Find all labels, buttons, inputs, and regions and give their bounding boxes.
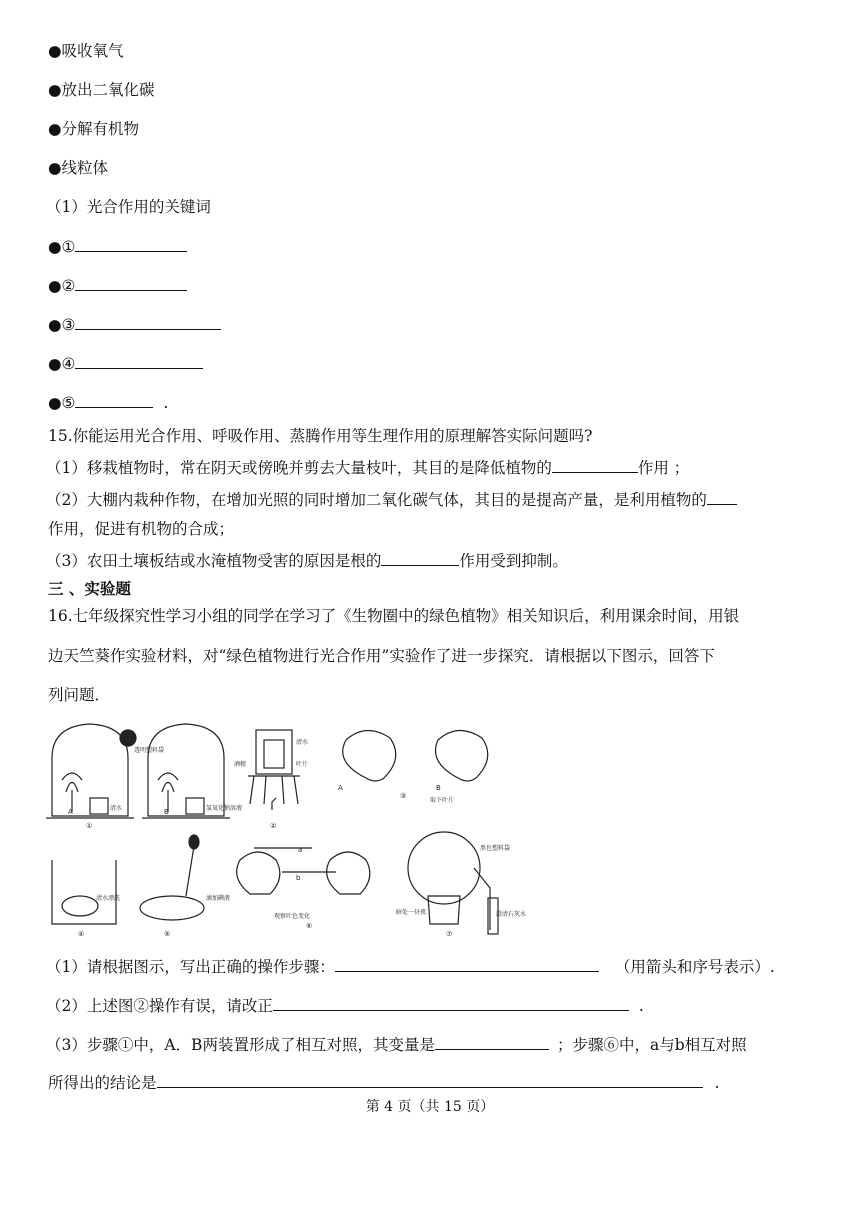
svg-text:A: A <box>68 808 73 816</box>
svg-text:A: A <box>338 784 343 792</box>
svg-text:⑥: ⑥ <box>306 922 313 930</box>
svg-text:⑦: ⑦ <box>446 930 453 938</box>
q14-part1-title: （1）光合作用的关键词 <box>46 198 211 216</box>
keyword-3: ●③ <box>48 313 221 336</box>
svg-text:清水漂洗: 清水漂洗 <box>96 895 121 902</box>
answer-blank[interactable] <box>335 955 599 972</box>
q16-part3-line1: （3）步骤①中，A．B两装置形成了相互对照，其变量是 ；步骤⑥中，a与b相互对照 <box>46 1033 747 1056</box>
svg-text:⑤: ⑤ <box>164 930 171 938</box>
leaf-b <box>436 730 488 781</box>
keyword-5: ●⑤ . <box>48 391 168 414</box>
svg-text:③: ③ <box>400 792 407 800</box>
svg-text:b: b <box>296 874 301 882</box>
answer-blank[interactable] <box>75 274 187 291</box>
answer-blank[interactable] <box>273 994 629 1011</box>
svg-text:观察叶色变化: 观察叶色变化 <box>274 913 311 920</box>
q15-part2-line2: 作用，促进有机物的合成； <box>48 520 235 538</box>
answer-blank[interactable] <box>75 235 187 252</box>
answer-blank[interactable] <box>552 456 638 473</box>
svg-text:澄清石灰水: 澄清石灰水 <box>496 911 527 918</box>
answer-blank[interactable] <box>435 1033 549 1050</box>
leaf-a <box>343 730 396 781</box>
q15-part2-line1: （2）大棚内栽种作物，在增加光照的同时增加二氧化碳气体，其目的是提高产量，是利用植物的 <box>46 488 737 511</box>
svg-text:①: ① <box>86 822 93 830</box>
svg-text:暗处一昼夜: 暗处一昼夜 <box>396 909 427 916</box>
keyword-2: ●② <box>48 274 187 297</box>
answer-blank[interactable] <box>381 549 459 566</box>
sun-icon <box>120 730 136 746</box>
q15-stem: 15.你能运用光合作用、呼吸作用、蒸腾作用等生理作用的原理解答实际问题吗? <box>48 427 593 445</box>
answer-blank[interactable] <box>75 313 221 330</box>
answer-blank[interactable] <box>75 352 203 369</box>
svg-text:叶片: 叶片 <box>296 761 309 768</box>
section-heading: 三 、实验题 <box>48 579 131 598</box>
answer-blank[interactable] <box>707 488 737 505</box>
bullet-mitochondria: ●线粒体 <box>48 159 109 177</box>
bullet-absorb-oxygen: ●吸收氧气 <box>48 42 124 60</box>
q16-part2: （2）上述图②操作有误，请改正 . <box>46 994 644 1017</box>
q16-stem-line3: 列问题． <box>48 686 111 704</box>
svg-text:黑色塑料袋: 黑色塑料袋 <box>480 845 511 852</box>
q16-part3-line2: 所得出的结论是 . <box>48 1071 719 1094</box>
q16-stem-line1: 16.七年级探究性学习小组的同学在学习了《生物圈中的绿色植物》相关知识后，利用课余时间，用银 <box>48 607 740 625</box>
q15-part3: （3）农田土壤板结或水淹植物受害的原因是根的 作用受到抑制。 <box>46 549 568 572</box>
bullet-decompose-organic: ●分解有机物 <box>48 120 140 138</box>
svg-text:④: ④ <box>78 930 85 938</box>
keyword-1: ●① <box>48 235 187 258</box>
bullet-release-co2: ●放出二氧化碳 <box>48 81 155 99</box>
experiment-figure <box>44 718 527 940</box>
q15-part1: （1）移栽植物时，常在阴天或傍晚并剪去大量枝叶，其目的是降低植物的 作用 ； <box>46 456 689 479</box>
svg-text:清水: 清水 <box>296 739 309 746</box>
svg-text:透明塑料袋: 透明塑料袋 <box>134 747 165 754</box>
svg-text:酒精: 酒精 <box>234 761 247 768</box>
svg-text:B: B <box>164 808 169 816</box>
q16-part1: （1）请根据图示，写出正确的操作步骤： （用箭头和序号表示）. <box>46 955 775 978</box>
svg-text:a: a <box>298 846 303 854</box>
svg-text:②: ② <box>270 822 277 830</box>
svg-text:取下叶片: 取下叶片 <box>430 797 455 804</box>
answer-blank[interactable] <box>75 391 153 408</box>
page-footer: 第 4 页（共 15 页） <box>365 1099 495 1115</box>
svg-text:氢氧化钠溶液: 氢氧化钠溶液 <box>206 805 243 812</box>
q16-stem-line2: 边天竺葵作实验材料，对“绿色植物进行光合作用”实验作了进一步探究．请根据以下图示，回答下 <box>48 647 715 665</box>
svg-text:清水: 清水 <box>110 805 123 812</box>
svg-text:滴加碘液: 滴加碘液 <box>206 895 231 902</box>
svg-text:B: B <box>436 784 441 792</box>
answer-blank[interactable] <box>157 1071 703 1088</box>
keyword-4: ●④ <box>48 352 203 375</box>
